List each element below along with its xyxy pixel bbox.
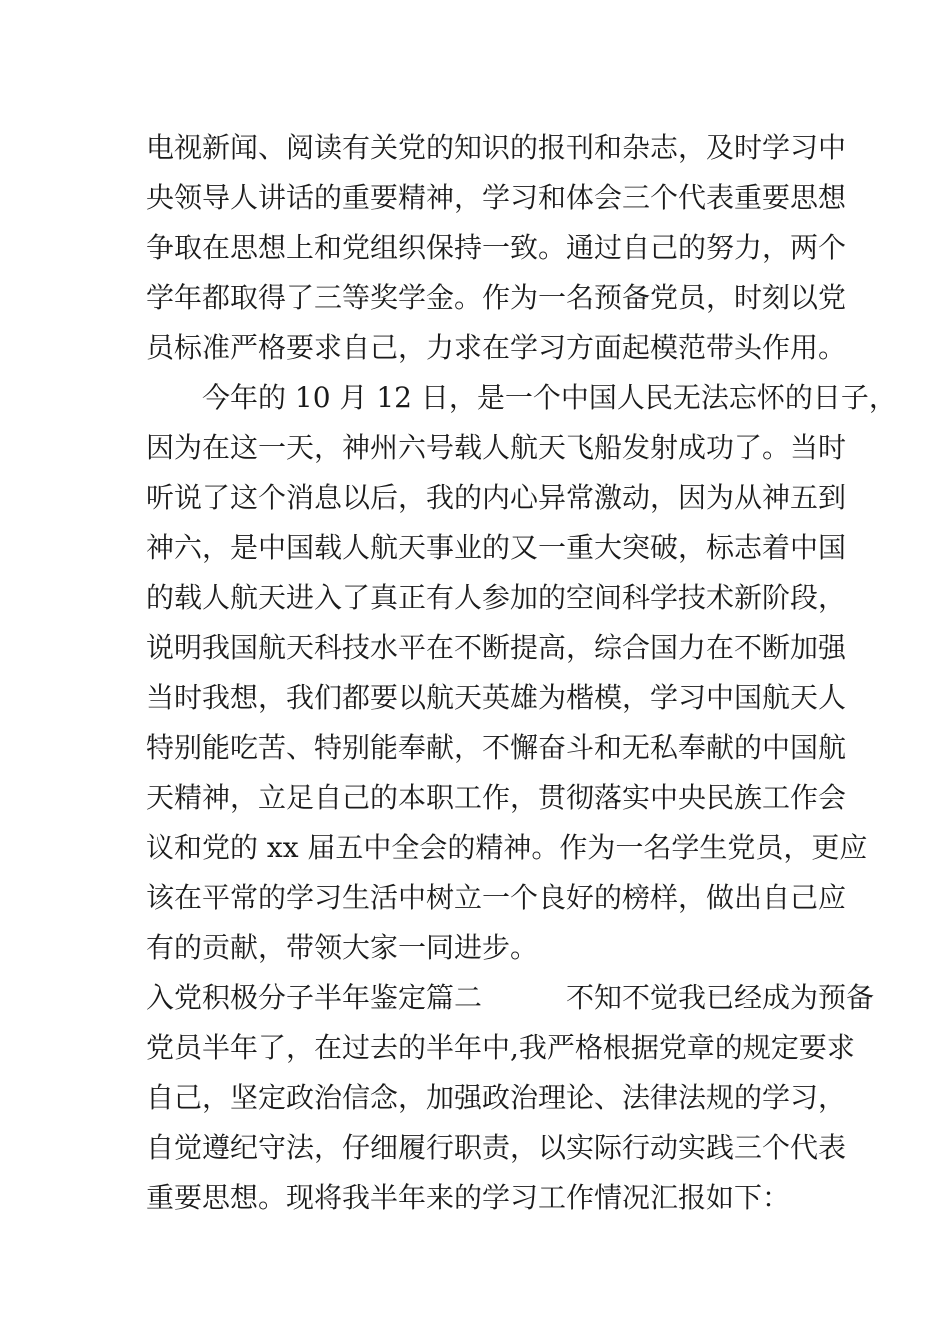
- text-line-18: 入党积极分子半年鉴定篇二 不知不觉我已经成为预备: [146, 981, 875, 1014]
- text-line-17: 有的贡献，带领大家一同进步。: [146, 931, 539, 964]
- text-line-8: 听说了这个消息以后，我的内心异常激动，因为从神五到: [146, 481, 847, 514]
- text-line-5: 员标准严格要求自己，力求在学习方面起模范带头作用。: [146, 331, 847, 364]
- text-line-6: 今年的 10 月 12 日，是一个中国人民无法忘怀的日子，: [146, 381, 897, 414]
- text-line-14: 天精神，立足自己的本职工作，贯彻落实中央民族工作会: [146, 781, 847, 814]
- text-line-16: 该在平常的学习生活中树立一个良好的榜样，做出自己应: [146, 881, 847, 914]
- text-line-12: 当时我想，我们都要以航天英雄为楷模，学习中国航天人: [146, 681, 847, 714]
- text-line-11: 说明我国航天科技水平在不断提高，综合国力在不断加强: [146, 631, 847, 664]
- text-line-3: 争取在思想上和党组织保持一致。通过自己的努力，两个: [146, 231, 847, 264]
- text-line-22: 重要思想。现将我半年来的学习工作情况汇报如下：: [146, 1181, 791, 1214]
- text-line-15: 议和党的 xx 届五中全会的精神。作为一名学生党员，更应: [146, 831, 868, 864]
- text-line-1: 电视新闻、阅读有关党的知识的报刊和杂志，及时学习中: [146, 131, 847, 164]
- text-line-13: 特别能吃苦、特别能奉献，不懈奋斗和无私奉献的中国航: [146, 731, 847, 764]
- text-line-20: 自己，坚定政治信念，加强政治理论、法律法规的学习，: [146, 1081, 847, 1114]
- text-line-19: 党员半年了，在过去的半年中,我严格根据党章的规定要求: [146, 1031, 855, 1064]
- text-line-2: 央领导人讲话的重要精神，学习和体会三个代表重要思想: [146, 181, 847, 214]
- text-line-7: 因为在这一天，神州六号载人航天飞船发射成功了。当时: [146, 431, 847, 464]
- text-line-4: 学年都取得了三等奖学金。作为一名预备党员，时刻以党: [146, 281, 847, 314]
- text-line-9: 神六，是中国载人航天事业的又一重大突破，标志着中国: [146, 531, 847, 564]
- text-line-21: 自觉遵纪守法，仔细履行职责，以实际行动实践三个代表: [146, 1131, 847, 1164]
- text-line-10: 的载人航天进入了真正有人参加的空间科学技术新阶段，: [146, 581, 847, 614]
